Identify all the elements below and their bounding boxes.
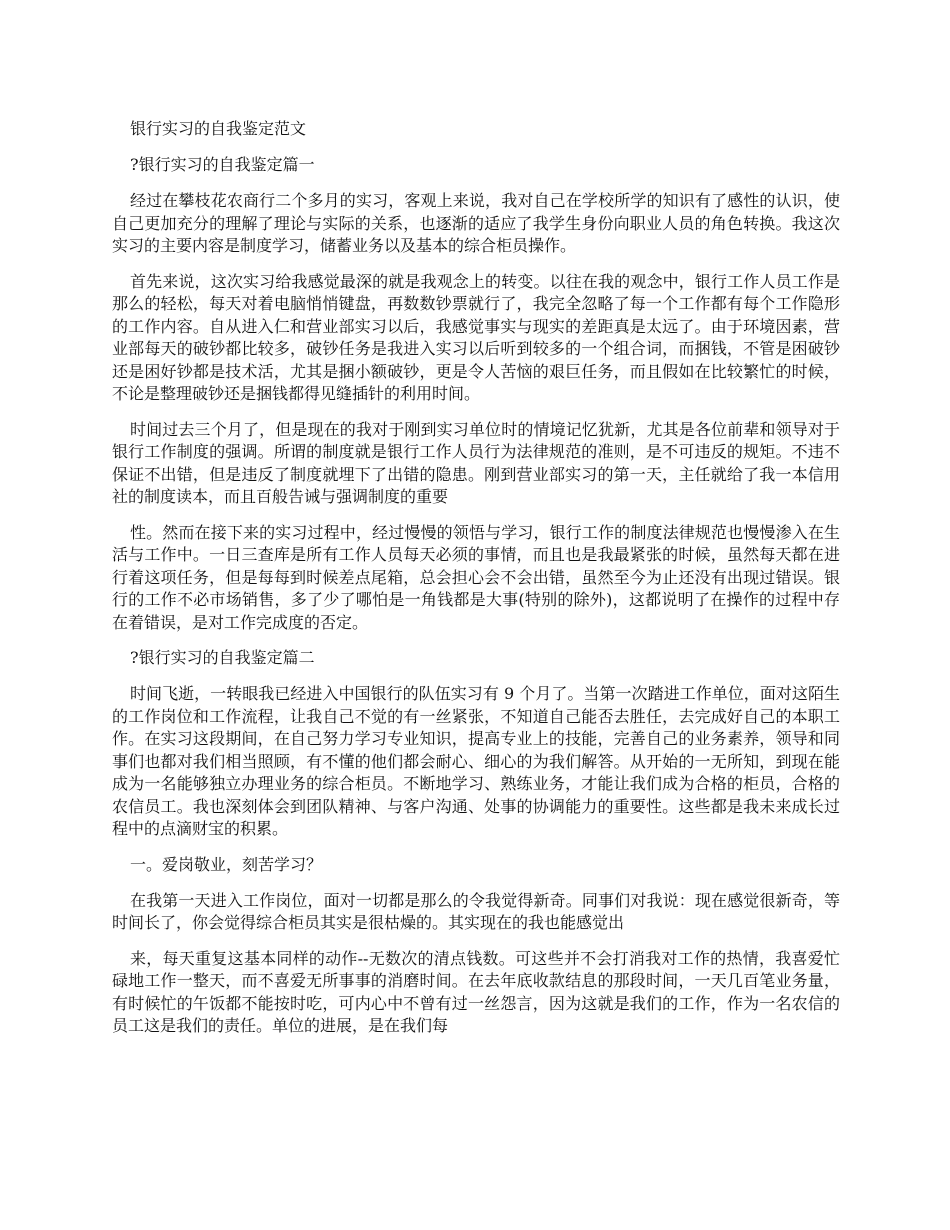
paragraph-1: 经过在攀枝花农商行二个多月的实习，客观上来说，我对自己在学校所学的知识有了感性的认识，使自己更加充分的理解了理论与实际的关系，也逐渐的适应了我学生身份向职业人员的角色转换。我这次实习的主要内容是制度学习，储蓄业务以及基本的综合柜员操作。 [112,191,840,255]
document-title: 银行实习的自我鉴定范文 [130,119,307,138]
section-heading-1: ?银行实习的自我鉴定篇一 [130,155,315,174]
paragraph-6: 在我第一天进入工作岗位，面对一切都是那么的令我觉得新奇。同事们对我说：现在感觉很新奇，等时间长了，你会觉得综合柜员其实是很枯燥的。其实现在的我也能感觉出 [112,890,840,932]
sub-heading: 一。爱岗敬业，刻苦学习？ [130,854,323,874]
paragraph-4: 性。然而在接下来的实习过程中，经过慢慢的领悟与学习，银行工作的制度法律规范也慢慢渗入在生活与工作中。一日三查库是所有工作人员每天必须的事情，而且也是我最紧张的时候，虽然每天都在进行着这项任务，但是每每到时候差点尾箱，总会担心会不会出错，虽然至今为止还没有出现过错误。银行的工作不必市场销售，多了少了哪怕是一角钱都是大事(特别的除外)，这都说明了在操作的过程中存在着错误，是对工作完成度的否定。 [112,522,840,632]
paragraph-3: 时间过去三个月了，但是现在的我对于刚到实习单位时的情境记忆犹新，尤其是各位前辈和领导对于银行工作制度的强调。所谓的制度就是银行工作人员行为法律规范的准则，是不可违反的规矩。不违不保证不出错，但是违反了制度就埋下了出错的隐患。刚到营业部实习的第一天，主任就给了我一本信用社的制度读本，而且百般告诫与强调制度的重要 [112,419,840,506]
paragraph-5: 时间飞逝，一转眼我已经进入中国银行的队伍实习有 9 个月了。当第一次踏进工作单位，面对这陌生的工作岗位和工作流程，让我自己不觉的有一丝紧张，不知道自己能否去胜任，去完成好自己的本职工作。在实习这段期间，在自己努力学习专业知识，提高专业上的技能，完善自己的业务素养，领导和同事们也都对我们相当照顾，有不懂的他们都会耐心、细心的为我们解答。从开始的一无所知，到现在能成为一名能够独立办理业务的综合柜员。不断地学习、熟练业务，才能让我们成为合格的柜员，合格的农信员工。我也深刻体会到团队精神、与客户沟通、处事的协调能力的重要性。这些都是我未来成长过程中的点滴财宝的积累。 [112,684,840,838]
section-heading-2: ?银行实习的自我鉴定篇二 [130,648,315,667]
paragraph-7: 来，每天重复这基本同样的动作--无数次的清点钱数。可这些并不会打消我对工作的热情，我喜爱忙碌地工作一整天，而不喜爱无所事事的消磨时间。在去年底收款结息的那段时间，一天几百笔业务量，有时候忙的午饭都不能按时吃，可内心中不曾有过一丝怨言，因为这就是我们的工作，作为一名农信的员工这是我们的责任。单位的进展，是在我们每 [112,948,840,1035]
document-page [112,118,840,1051]
paragraph-2: 首先来说，这次实习给我感觉最深的就是我观念上的转变。以往在我的观念中，银行工作人员工作是那么的轻松，每天对着电脑悄悄键盘，再数数钞票就行了，我完全忽略了每一个工作都有每个工作隐形的工作内容。自从进入仁和营业部实习以后，我感觉事实与现实的差距真是太远了。由于环境因素，营业部每天的破钞都比较多，破钞任务是我进入实习以后听到较多的一个组合词，而捆钱，不管是困破钞还是困好钞都是技术活，尤其是捆小额破钞，更是令人苦恼的艰巨任务，而且假如在比较繁忙的时候，不论是整理破钞还是捆钱都得见缝插针的利用时间。 [112,271,840,403]
